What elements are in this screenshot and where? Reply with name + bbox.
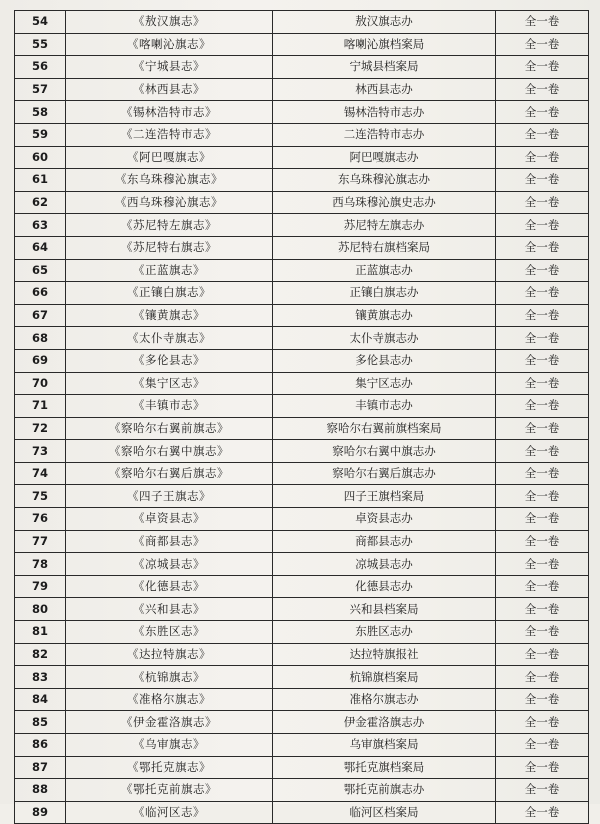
row-number: 55 [15, 33, 66, 56]
table-row [15, 11, 589, 34]
table-row [15, 734, 589, 757]
volume-scope: 全一卷 [496, 530, 589, 553]
table-row [15, 575, 589, 598]
volume-scope: 全一卷 [496, 801, 589, 824]
volume-scope: 全一卷 [496, 349, 589, 372]
volume-scope: 全一卷 [496, 779, 589, 802]
gazetteer-title: 《正蓝旗志》 [66, 259, 273, 282]
volume-scope: 全一卷 [496, 101, 589, 124]
gazetteer-title: 《敖汉旗志》 [66, 11, 273, 34]
row-number: 72 [15, 417, 66, 440]
volume-scope: 全一卷 [496, 236, 589, 259]
volume-scope: 全一卷 [496, 643, 589, 666]
compiling-organization: 伊金霍洛旗志办 [273, 711, 496, 734]
compiling-organization: 鄂托克旗档案局 [273, 756, 496, 779]
volume-scope: 全一卷 [496, 462, 589, 485]
row-number: 75 [15, 485, 66, 508]
compiling-organization: 准格尔旗志办 [273, 688, 496, 711]
compiling-organization: 锡林浩特市志办 [273, 101, 496, 124]
gazetteer-title: 《临河区志》 [66, 801, 273, 824]
gazetteer-title: 《化德县志》 [66, 575, 273, 598]
table-row [15, 530, 589, 553]
row-number: 54 [15, 11, 66, 34]
row-number: 79 [15, 575, 66, 598]
row-number: 85 [15, 711, 66, 734]
volume-scope: 全一卷 [496, 146, 589, 169]
compiling-organization: 化德县志办 [273, 575, 496, 598]
volume-scope: 全一卷 [496, 33, 589, 56]
gazetteer-title: 《多伦县志》 [66, 349, 273, 372]
row-number: 89 [15, 801, 66, 824]
volume-scope: 全一卷 [496, 621, 589, 644]
table-row [15, 553, 589, 576]
table-row [15, 236, 589, 259]
table-row [15, 801, 589, 824]
row-number: 60 [15, 146, 66, 169]
table-row [15, 462, 589, 485]
gazetteer-title: 《察哈尔右翼后旗志》 [66, 462, 273, 485]
gazetteer-title: 《正镶白旗志》 [66, 282, 273, 305]
volume-scope: 全一卷 [496, 666, 589, 689]
gazetteer-title: 《喀喇沁旗志》 [66, 33, 273, 56]
table-row [15, 440, 589, 463]
compiling-organization: 乌审旗档案局 [273, 734, 496, 757]
compiling-organization: 正蓝旗志办 [273, 259, 496, 282]
table-row [15, 282, 589, 305]
gazetteer-title: 《乌审旗志》 [66, 734, 273, 757]
volume-scope: 全一卷 [496, 485, 589, 508]
compiling-organization: 卓资县志办 [273, 508, 496, 531]
compiling-organization: 东胜区志办 [273, 621, 496, 644]
compiling-organization: 察哈尔右翼中旗志办 [273, 440, 496, 463]
table-row [15, 146, 589, 169]
gazetteer-title: 《西乌珠穆沁旗志》 [66, 191, 273, 214]
row-number: 65 [15, 259, 66, 282]
compiling-organization: 太仆寺旗志办 [273, 327, 496, 350]
table-row [15, 621, 589, 644]
records-table [14, 10, 589, 824]
table-row [15, 688, 589, 711]
gazetteer-title: 《鄂托克前旗志》 [66, 779, 273, 802]
row-number: 57 [15, 78, 66, 101]
compiling-organization: 二连浩特市志办 [273, 123, 496, 146]
volume-scope: 全一卷 [496, 440, 589, 463]
row-number: 83 [15, 666, 66, 689]
volume-scope: 全一卷 [496, 327, 589, 350]
compiling-organization: 林西县志办 [273, 78, 496, 101]
volume-scope: 全一卷 [496, 214, 589, 237]
compiling-organization: 察哈尔右翼前旗档案局 [273, 417, 496, 440]
row-number: 80 [15, 598, 66, 621]
compiling-organization: 敖汉旗志办 [273, 11, 496, 34]
row-number: 68 [15, 327, 66, 350]
table-row [15, 78, 589, 101]
compiling-organization: 西乌珠穆沁旗史志办 [273, 191, 496, 214]
row-number: 86 [15, 734, 66, 757]
row-number: 82 [15, 643, 66, 666]
compiling-organization: 达拉特旗报社 [273, 643, 496, 666]
table-row [15, 191, 589, 214]
volume-scope: 全一卷 [496, 711, 589, 734]
table-row [15, 666, 589, 689]
compiling-organization: 临河区档案局 [273, 801, 496, 824]
table-row [15, 417, 589, 440]
volume-scope: 全一卷 [496, 417, 589, 440]
volume-scope: 全一卷 [496, 372, 589, 395]
compiling-organization: 阿巴嘎旗志办 [273, 146, 496, 169]
table-row [15, 349, 589, 372]
records-table-body [15, 11, 589, 824]
compiling-organization: 凉城县志办 [273, 553, 496, 576]
table-row [15, 33, 589, 56]
gazetteer-title: 《阿巴嘎旗志》 [66, 146, 273, 169]
volume-scope: 全一卷 [496, 169, 589, 192]
volume-scope: 全一卷 [496, 123, 589, 146]
volume-scope: 全一卷 [496, 56, 589, 79]
table-row [15, 395, 589, 418]
volume-scope: 全一卷 [496, 734, 589, 757]
volume-scope: 全一卷 [496, 508, 589, 531]
compiling-organization: 苏尼特左旗志办 [273, 214, 496, 237]
row-number: 70 [15, 372, 66, 395]
row-number: 59 [15, 123, 66, 146]
row-number: 66 [15, 282, 66, 305]
compiling-organization: 杭锦旗档案局 [273, 666, 496, 689]
table-row [15, 485, 589, 508]
row-number: 87 [15, 756, 66, 779]
gazetteer-title: 《丰镇市志》 [66, 395, 273, 418]
gazetteer-title: 《杭锦旗志》 [66, 666, 273, 689]
gazetteer-title: 《东乌珠穆沁旗志》 [66, 169, 273, 192]
gazetteer-title: 《宁城县志》 [66, 56, 273, 79]
row-number: 63 [15, 214, 66, 237]
table-row [15, 259, 589, 282]
compiling-organization: 镶黄旗志办 [273, 304, 496, 327]
table-row [15, 304, 589, 327]
table-row [15, 643, 589, 666]
compiling-organization: 宁城县档案局 [273, 56, 496, 79]
volume-scope: 全一卷 [496, 395, 589, 418]
gazetteer-title: 《达拉特旗志》 [66, 643, 273, 666]
compiling-organization: 察哈尔右翼后旗志办 [273, 462, 496, 485]
gazetteer-title: 《鄂托克旗志》 [66, 756, 273, 779]
row-number: 64 [15, 236, 66, 259]
gazetteer-title: 《准格尔旗志》 [66, 688, 273, 711]
gazetteer-title: 《东胜区志》 [66, 621, 273, 644]
compiling-organization: 集宁区志办 [273, 372, 496, 395]
volume-scope: 全一卷 [496, 259, 589, 282]
row-number: 76 [15, 508, 66, 531]
gazetteer-title: 《伊金霍洛旗志》 [66, 711, 273, 734]
compiling-organization: 喀喇沁旗档案局 [273, 33, 496, 56]
compiling-organization: 兴和县档案局 [273, 598, 496, 621]
table-row [15, 123, 589, 146]
table-row [15, 101, 589, 124]
row-number: 62 [15, 191, 66, 214]
row-number: 88 [15, 779, 66, 802]
compiling-organization: 丰镇市志办 [273, 395, 496, 418]
row-number: 67 [15, 304, 66, 327]
gazetteer-title: 《卓资县志》 [66, 508, 273, 531]
row-number: 73 [15, 440, 66, 463]
row-number: 61 [15, 169, 66, 192]
gazetteer-title: 《镶黄旗志》 [66, 304, 273, 327]
volume-scope: 全一卷 [496, 688, 589, 711]
gazetteer-title: 《察哈尔右翼前旗志》 [66, 417, 273, 440]
compiling-organization: 四子王旗档案局 [273, 485, 496, 508]
compiling-organization: 鄂托克前旗志办 [273, 779, 496, 802]
row-number: 77 [15, 530, 66, 553]
gazetteer-title: 《林西县志》 [66, 78, 273, 101]
compiling-organization: 东乌珠穆沁旗志办 [273, 169, 496, 192]
table-row [15, 711, 589, 734]
volume-scope: 全一卷 [496, 282, 589, 305]
volume-scope: 全一卷 [496, 575, 589, 598]
volume-scope: 全一卷 [496, 304, 589, 327]
gazetteer-title: 《商都县志》 [66, 530, 273, 553]
compiling-organization: 正镶白旗志办 [273, 282, 496, 305]
table-row [15, 169, 589, 192]
row-number: 74 [15, 462, 66, 485]
compiling-organization: 多伦县志办 [273, 349, 496, 372]
table-row [15, 56, 589, 79]
volume-scope: 全一卷 [496, 11, 589, 34]
table-row [15, 756, 589, 779]
row-number: 81 [15, 621, 66, 644]
gazetteer-title: 《苏尼特左旗志》 [66, 214, 273, 237]
gazetteer-title: 《二连浩特市志》 [66, 123, 273, 146]
table-row [15, 372, 589, 395]
volume-scope: 全一卷 [496, 191, 589, 214]
gazetteer-title: 《集宁区志》 [66, 372, 273, 395]
row-number: 71 [15, 395, 66, 418]
row-number: 84 [15, 688, 66, 711]
table-row [15, 598, 589, 621]
compiling-organization: 商都县志办 [273, 530, 496, 553]
gazetteer-title: 《凉城县志》 [66, 553, 273, 576]
volume-scope: 全一卷 [496, 598, 589, 621]
gazetteer-title: 《兴和县志》 [66, 598, 273, 621]
table-row [15, 779, 589, 802]
gazetteer-title: 《太仆寺旗志》 [66, 327, 273, 350]
gazetteer-title: 《察哈尔右翼中旗志》 [66, 440, 273, 463]
volume-scope: 全一卷 [496, 78, 589, 101]
row-number: 56 [15, 56, 66, 79]
row-number: 58 [15, 101, 66, 124]
compiling-organization: 苏尼特右旗档案局 [273, 236, 496, 259]
row-number: 78 [15, 553, 66, 576]
gazetteer-title: 《四子王旗志》 [66, 485, 273, 508]
row-number: 69 [15, 349, 66, 372]
table-row [15, 508, 589, 531]
gazetteer-title: 《锡林浩特市志》 [66, 101, 273, 124]
table-row [15, 214, 589, 237]
volume-scope: 全一卷 [496, 756, 589, 779]
gazetteer-title: 《苏尼特右旗志》 [66, 236, 273, 259]
volume-scope: 全一卷 [496, 553, 589, 576]
table-row [15, 327, 589, 350]
